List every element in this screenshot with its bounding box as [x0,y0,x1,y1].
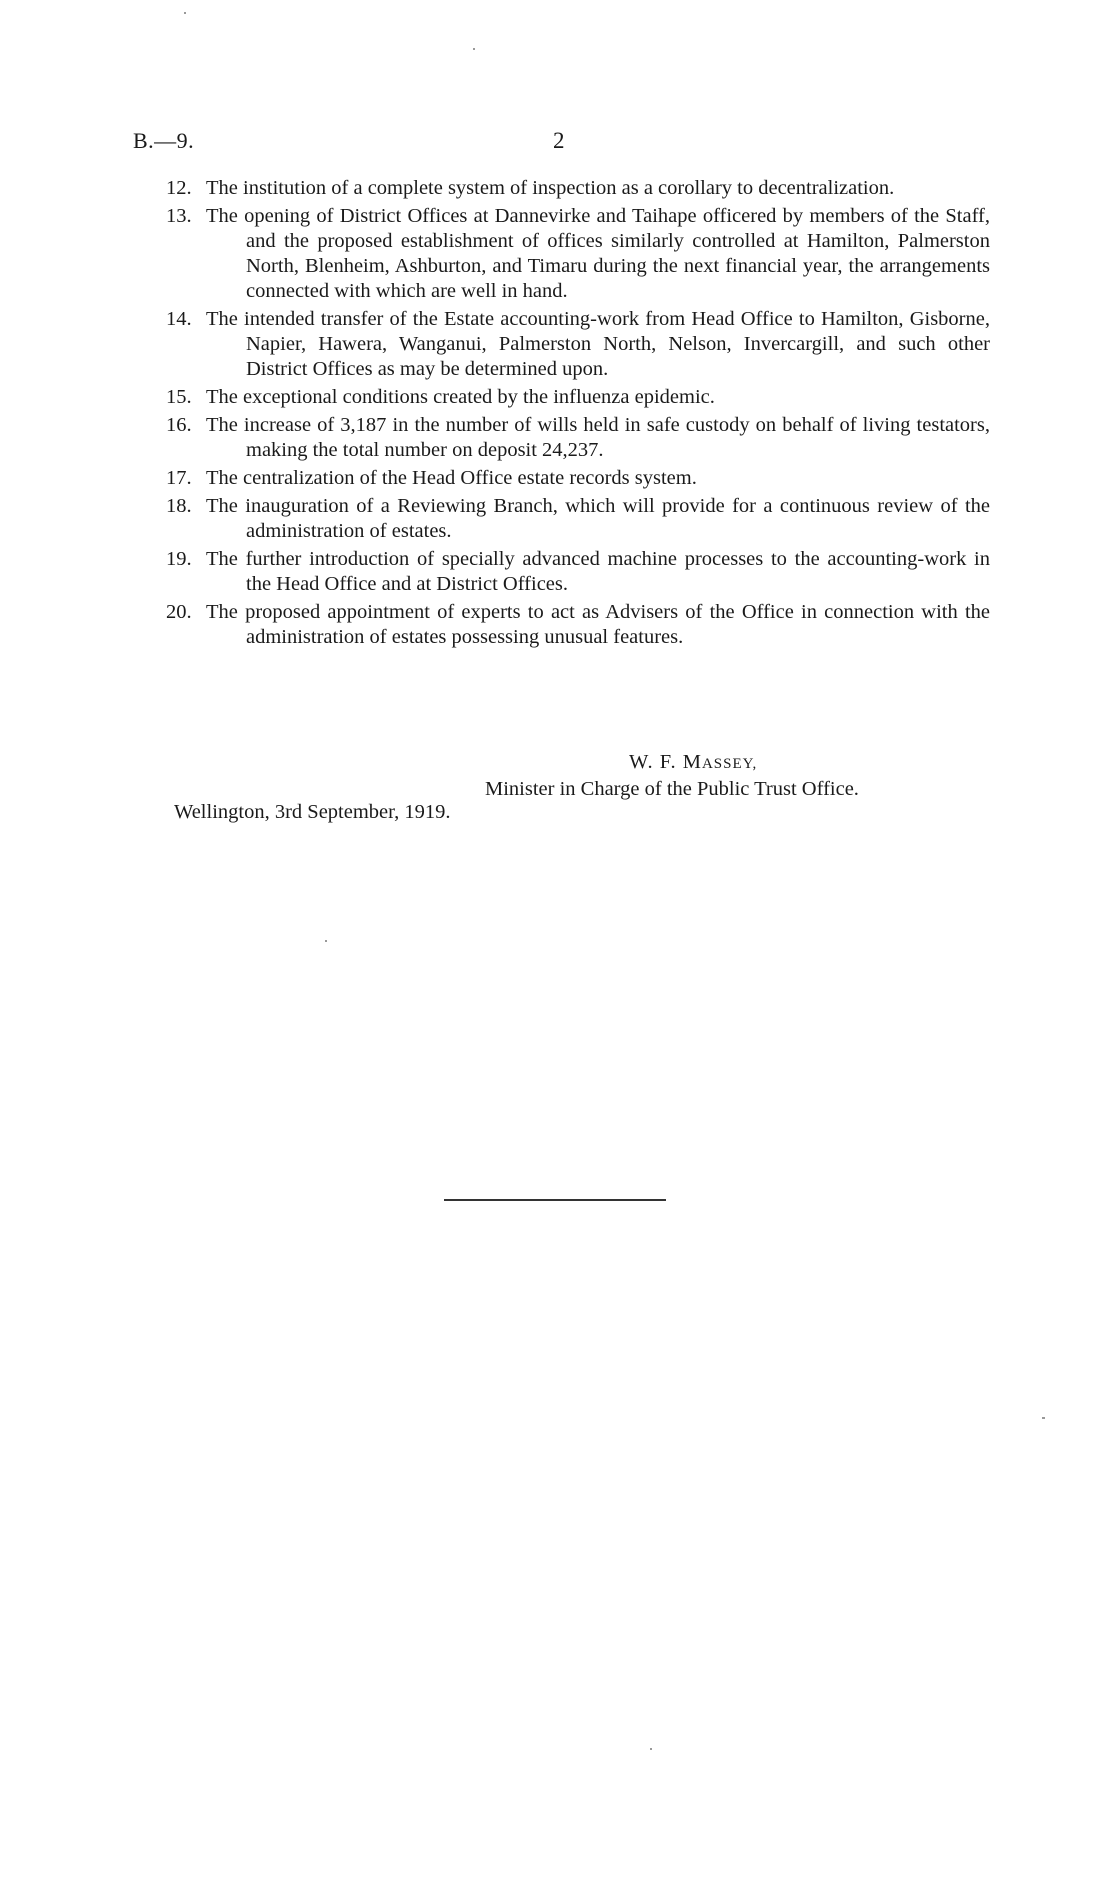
scan-speck [1042,1417,1045,1419]
closing-rule [444,1199,666,1201]
list-item [166,413,990,463]
scan-speck [325,940,327,942]
item-text: The exceptional conditions created by the influenza epidemic. [206,386,715,408]
item-number: 19. [166,548,192,570]
item-text: The opening of District Offices at Dannevirke and Taihape officered by members of the Staff, and the proposed establishment of offices similarly controlled at Hamilton, Palmerston North, Blenheim, Ashburton, and Timaru during the next financial year, the arrangements connected with which are well in hand. [206,205,990,302]
list-item [166,385,990,410]
item-text: The proposed appointment of experts to act as Advisers of the Office in connection with the administration of estates possessing unusual features. [206,601,990,648]
item-text: The centralization of the Head Office estate records system. [206,467,697,489]
list-item [166,466,990,491]
signatory-name [485,750,955,777]
signatory-initials: W. F. M [629,751,702,773]
list-item [166,176,990,201]
list-item [166,204,990,304]
numbered-list [166,176,990,653]
list-item [166,547,990,597]
item-text: The further introduction of specially advanced machine processes to the accounting-work in the Head Office and at District Offices. [206,548,990,595]
item-text: The increase of 3,187 in the number of wills held in safe custody on behalf of living testators, making the total number on deposit 24,237. [206,414,990,461]
item-text: The institution of a complete system of inspection as a corollary to decentralization. [206,177,895,199]
signatory-surname: ASSEY, [701,756,758,772]
item-number: 18. [166,495,192,517]
item-number: 14. [166,308,192,330]
item-number: 20. [166,601,192,623]
list-item [166,307,990,382]
item-number: 13. [166,205,192,227]
item-number: 17. [166,467,192,489]
signature-block [485,750,955,802]
page-reference: B.—9. [133,128,195,153]
scan-speck [184,12,186,14]
item-text: The intended transfer of the Estate accounting-work from Head Office to Hamilton, Gisborne, Napier, Hawera, Wanganui, Palmerston North, Nelson, Invercargill, and such other District Offices as may be determined upon. [206,308,990,380]
item-number: 12. [166,177,192,199]
place-and-date: Wellington, 3rd September, 1919. [174,801,451,823]
scan-speck [650,1748,652,1750]
signatory-title: Minister in Charge of the Public Trust Office. [485,778,859,800]
item-number: 16. [166,414,192,436]
list-item [166,600,990,650]
item-text: The inauguration of a Reviewing Branch, which will provide for a continuous review of the administration of estates. [206,495,990,542]
list-item [166,494,990,544]
scan-speck [473,48,475,50]
page-number: 2 [553,128,565,153]
item-number: 15. [166,386,192,408]
